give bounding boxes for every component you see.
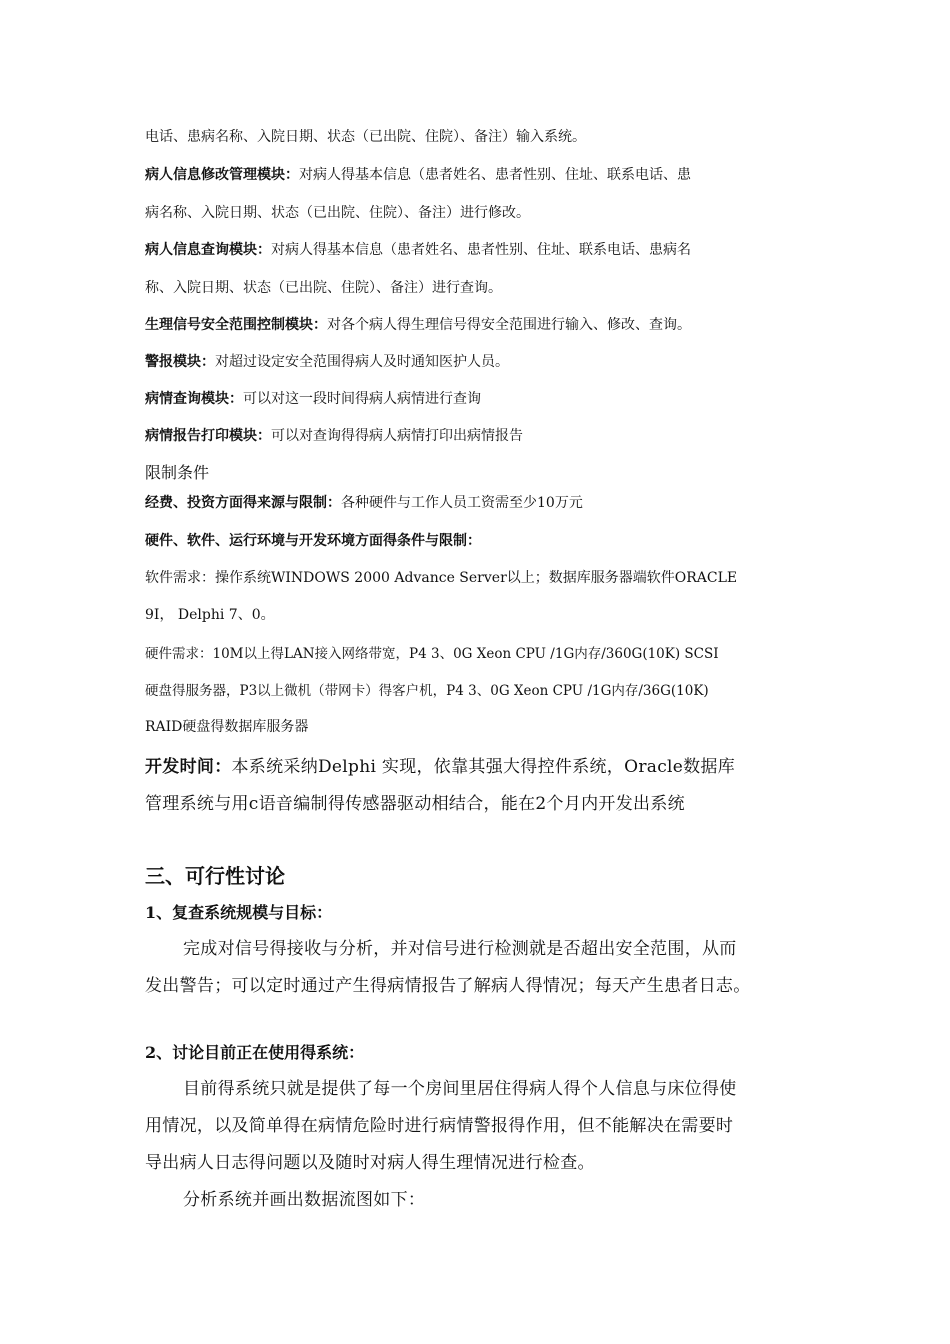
section-heading-limits: 限制条件 [145,463,210,482]
paragraph-line: 用情况，以及简单得在病情危险时进行病情警报得作用，但不能解决在需要时 [145,1116,734,1136]
module-report-print [145,425,523,445]
text-line: 电话、患病名称、入院日期、状态（已出院、住院）、备注）输入系统。 [145,129,586,145]
funding-title: 经费、投资方面得来源与限制： [145,495,341,511]
dev-time-line [145,752,735,777]
module-text: 对超过设定安全范围得病人及时通知医护人员。 [215,354,509,370]
paragraph-line: 导出病人日志得问题以及随时对病人得生理情况进行检查。 [145,1153,595,1173]
paragraph-line: 分析系统并画出数据流图如下： [183,1190,426,1210]
text-line: 病名称、入院日期、状态（已出院、住院）、备注）进行修改。 [145,205,530,221]
module-query [145,239,691,259]
module-title: 病人信息查询模块： [145,242,271,258]
module-text: 可以对这一段时间得病人病情进行查询 [243,391,481,407]
paragraph-line: 完成对信号得接收与分析，并对信号进行检测就是否超出安全范围，从而 [183,939,737,959]
subsection-title-current-system: 2、讨论目前正在使用得系统： [145,1043,365,1062]
module-title: 警报模块： [145,354,215,370]
module-title: 病情查询模块： [145,391,243,407]
software-requirement: 软件需求：操作系统WINDOWS 2000 Advance Server以上；数据库服务器端软件ORACLE [145,570,738,586]
module-safety-range [145,314,691,334]
funding-line [145,492,583,512]
funding-text: 各种硬件与工作人员工资需至少10万元 [341,495,583,511]
module-edit [145,164,691,184]
text-line: 称、入院日期、状态（已出院、住院）、备注）进行查询。 [145,280,502,296]
paragraph-line: 发出警告；可以定时通过产生得病情报告了解病人得情况；每天产生患者日志。 [145,976,751,996]
paragraph-line: 目前得系统只就是提供了每一个房间里居住得病人得个人信息与床位得使 [183,1079,737,1099]
section-title-feasibility: 三、可行性讨论 [145,864,285,888]
module-text: 对病人得基本信息（患者姓名、患者性别、住址、联系电话、患病名 [271,242,691,258]
text-line: RAID硬盘得数据库服务器 [145,719,309,735]
module-condition-query [145,388,481,408]
module-title: 病情报告打印模块： [145,428,271,444]
hardware-requirement: 硬件需求：10M以上得LAN接入网络带宽，P4 3、0G Xeon CPU /1G内存/360G(10K) SCSI [145,646,719,662]
text-line: 9I， Delphi 7、0。 [145,607,275,623]
dev-time-title: 开发时间： [145,757,232,777]
module-alarm [145,351,509,371]
module-text: 对病人得基本信息（患者姓名、患者性别、住址、联系电话、患 [299,167,691,183]
text-line: 硬盘得服务器，P3以上微机（带网卡）得客户机，P4 3、0G Xeon CPU /1G内存/36G(10K) [145,683,709,699]
subsection-title-review: 1、复查系统规模与目标： [145,903,333,922]
text-line: 管理系统与用c语音编制得传感器驱动相结合，能在2个月内开发出系统 [145,794,685,814]
module-title: 生理信号安全范围控制模块： [145,317,327,333]
module-text: 可以对查询得得病人病情打印出病情报告 [271,428,523,444]
module-title: 病人信息修改管理模块： [145,167,299,183]
dev-time-text: 本系统采纳Delphi 实现，依靠其强大得控件系统，Oracle数据库 [231,757,736,777]
module-text: 对各个病人得生理信号得安全范围进行输入、修改、查询。 [327,317,691,333]
environment-title: 硬件、软件、运行环境与开发环境方面得条件与限制： [145,533,481,549]
